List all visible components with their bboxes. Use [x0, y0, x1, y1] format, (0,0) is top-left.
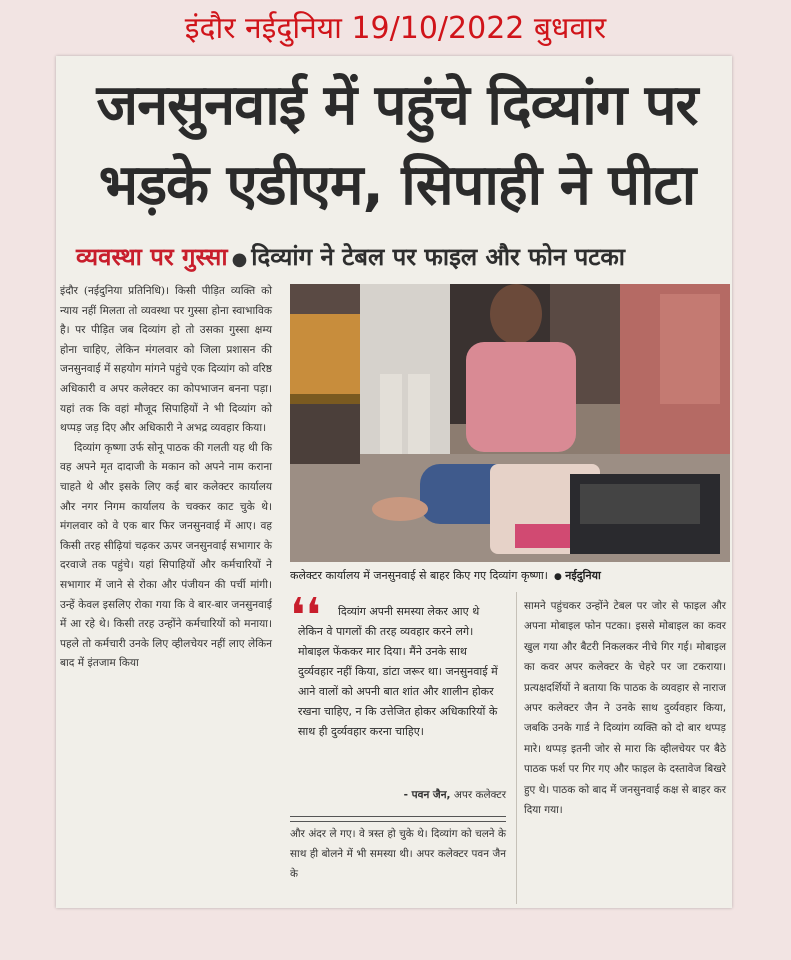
quote-attribution	[330, 788, 506, 802]
photo-caption	[290, 566, 730, 587]
subhead-text: दिव्यांग ने टेबल पर फाइल और फोन पटका	[251, 243, 626, 271]
photo-credit: नईदुनिया	[565, 569, 601, 582]
subhead-bullet: ●	[231, 249, 248, 270]
quote-mark-icon: ❛❛	[290, 588, 321, 644]
headline-line-2: भड़के एडीएम, सिपाही ने पीटा	[98, 153, 696, 218]
photo-caption-text: कलेक्टर कार्यालय में जनसुनवाई से बाहर किए गए दिव्यांग कृष्णा।	[290, 569, 548, 582]
subheadline	[76, 240, 726, 276]
column-divider	[516, 592, 517, 904]
pull-quote	[290, 588, 506, 812]
article-column-1	[60, 282, 272, 674]
article-column-2	[290, 824, 506, 884]
photo-caption-bullet: ●	[553, 572, 562, 582]
article-column-3-text: सामने पहुंचकर उन्होंने टेबल पर जोर से फाइल और अपना मोबाइल फोन पटका। इससे मोबाइल का कवर खुल गया और बैटरी निकलकर नीचे गिर गई। मोबाइल का कवर अपर कलेक्टर के चेहरे पर जा टकराया। प्रत्यक्षदर्शियों ने बताया कि पाठक के व्यवहार से नाराज अपर कलेक्टर जैन ने उनके साथ दुर्व्यवहार किया, जबकि उनके गार्ड ने दिव्यांग व्यक्ति को दो बार थप्पड़ मारे। थप्पड़ इतनी जोर से मारा कि व्हीलचेयर पर बैठे पाठक फर्श पर गिर गए और फाइल के दस्तावेज बिखरे हुए थे। पाठक को बाद में जनसुनवाई कक्ष से बाहर कर दिया गया।	[524, 600, 726, 817]
quote-attribution-role: अपर कलेक्टर	[453, 789, 506, 801]
news-photo-illustration	[290, 284, 730, 562]
subhead-kicker: व्यवस्था पर गुस्सा	[76, 243, 228, 271]
article-paragraph-1: इंदौर (नईदुनिया प्रतिनिधि)। किसी पीड़ित व्यक्ति को न्याय नहीं मिलता तो व्यवस्था पर गुस्सा होना स्वाभाविक है। पर पीड़ित जब दिव्यांग हो तो उसका गुस्सा क्षम्य होना चाहिए, लेकिन मंगलवार को जिला प्रशासन की जनसुनवाई में सहयोग मांगने पहुंचे एक दिव्यांग को वरिष्ठ अधिकारी व अपर कलेक्टर का कोपभाजन बनना पड़ा। यहां तक कि वहां मौजूद सिपाहियों ने भी दिव्यांग को थप्पड़ जड़ दिए और अधिकारी ने अभद्र व्यवहार किया।	[60, 285, 272, 435]
quote-attribution-name: - पवन जैन,	[403, 789, 451, 801]
quote-text: दिव्यांग अपनी समस्या लेकर आए थे लेकिन वे पागलों की तरह व्यवहार करने लगे। मोबाइल फेंककर मार दिया। मैंने उनके साथ दुर्व्यवहार नहीं किया, डांटा जरूर था। जनसुनवाई में आने वालों को अपनी बात शांत और शालीन होकर रखना चाहिए, न कि उत्तेजित होकर अधिकारियों के साथ ही दुर्व्यवहार करना चाहिए।	[298, 605, 498, 738]
news-photo	[290, 284, 730, 562]
newspaper-clipping	[56, 56, 732, 908]
headline-line-1: जनसुनवाई में पहुंचे दिव्यांग पर	[96, 73, 698, 138]
headline	[72, 66, 722, 226]
quote-divider	[290, 816, 506, 822]
article-column-2-text: और अंदर ले गए। वे त्रस्त हो चुके थे। दिव्यांग को चलने के साथ ही बोलने में भी समस्या थी। अपर कलेक्टर पवन जैन के	[290, 828, 506, 880]
article-column-3	[524, 596, 726, 820]
newspaper-source-caption: इंदौर नईदुनिया 19/10/2022 बुधवार	[184, 11, 607, 46]
article-paragraph-2: दिव्यांग कृष्णा उर्फ सोनू पाठक की गलती यह थी कि वह अपने मृत दादाजी के मकान को अपने नाम कराना चाहते थे और इसके लिए कई बार कलेक्टर कार्यालय और नगर निगम कार्यालय के चक्कर काट चुके थे। मंगलवार को वे एक बार फिर जनसुनवाई में आए। वह किसी तरह सीढ़ियां चढ़कर ऊपर जनसुनवाई सभागार के दरवाजे तक पहुंचे। यहां सिपाहियों और कर्मचारियों ने सभागार में जाने से रोका और पंजीयन की पर्ची मांगी। उन्हें केवल इसलिए रोका गया कि वे बार-बार जनसुनवाई में आ रहे थे। किसी तरह उन्होंने कर्मचारियों को मनाया। पहले तो कर्मचारी उनके लिए व्हीलचेयर नहीं लाए लेकिन बाद में इंतजाम किया	[60, 441, 272, 670]
